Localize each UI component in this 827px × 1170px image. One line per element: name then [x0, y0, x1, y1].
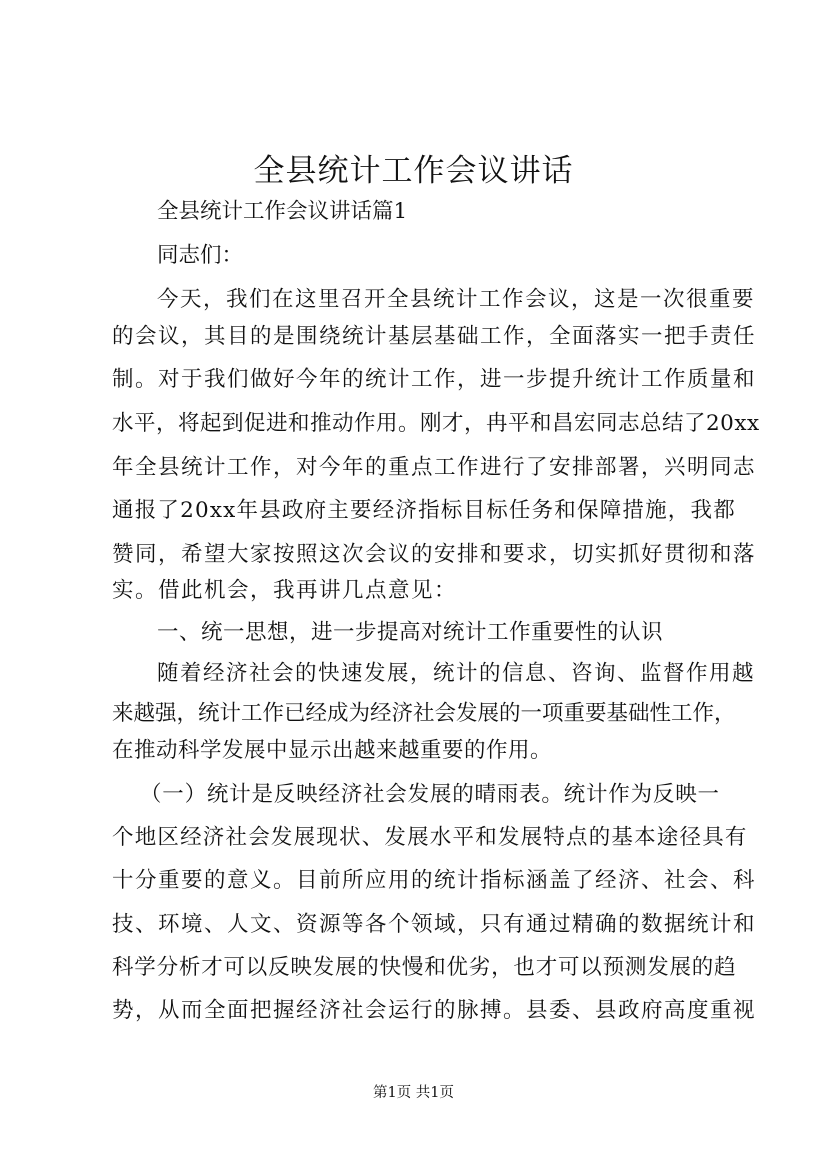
paragraph-line: 势，从而全面把握经济社会运行的脉搏。县委、县政府高度重视 — [112, 998, 757, 1023]
paragraph-line: 技、环境、人文、资源等各个领域，只有通过精确的数据统计和 — [112, 912, 757, 937]
paragraph-line: 个地区经济社会发展现状、发展水平和发展特点的基本途径具有 — [112, 825, 748, 850]
paragraph-line: 在推动科学发展中显示出越来越重要的作用。 — [112, 738, 553, 763]
paragraph-line: 十分重要的意义。目前所应用的统计指标涵盖了经济、社会、科 — [112, 868, 757, 893]
paragraph-line: 的会议，其目的是围绕统计基层基础工作，全面落实一把手责任 — [112, 324, 757, 349]
paragraph-line: 随着经济社会的快速发展，统计的信息、咨询、监督作用越 — [157, 661, 756, 686]
paragraph-line: 水平，将起到促进和推动作用。刚才，冉平和昌宏同志总结了20xx — [112, 411, 760, 436]
paragraph-line: （一）统计是反映经济社会发展的晴雨表。统计作为反映一 — [140, 782, 720, 807]
salutation: 同志们： — [157, 243, 244, 268]
section-heading: 全县统计工作会议讲话篇1 — [157, 199, 408, 224]
paragraph-line: 通报了20xx年县政府主要经济指标目标任务和保障措施，我都 — [112, 498, 736, 523]
paragraph-line: 今天，我们在这里召开全县统计工作会议，这是一次很重要 — [157, 287, 756, 312]
paragraph-line: 制。对于我们做好今年的统计工作，进一步提升统计工作质量和 — [112, 367, 757, 392]
paragraph-line: 赞同，希望大家按照这次会议的安排和要求，切实抓好贯彻和落 — [112, 542, 757, 567]
document-title: 全县统计工作会议讲话 — [253, 153, 574, 189]
subsection-heading: 一、统一思想，进一步提高对统计工作重要性的认识 — [157, 620, 664, 645]
paragraph-line: 来越强，统计工作已经成为经济社会发展的一项重要基础性工作， — [112, 701, 736, 726]
page-number: 第1页 共1页 — [372, 1085, 455, 1101]
paragraph-line: 科学分析才可以反映发展的快慢和优劣，也才可以预测发展的趋 — [112, 955, 737, 980]
paragraph-line: 年全县统计工作，对今年的重点工作进行了安排部署，兴明同志 — [112, 455, 757, 480]
paragraph-line: 实。借此机会，我再讲几点意见： — [112, 578, 458, 603]
